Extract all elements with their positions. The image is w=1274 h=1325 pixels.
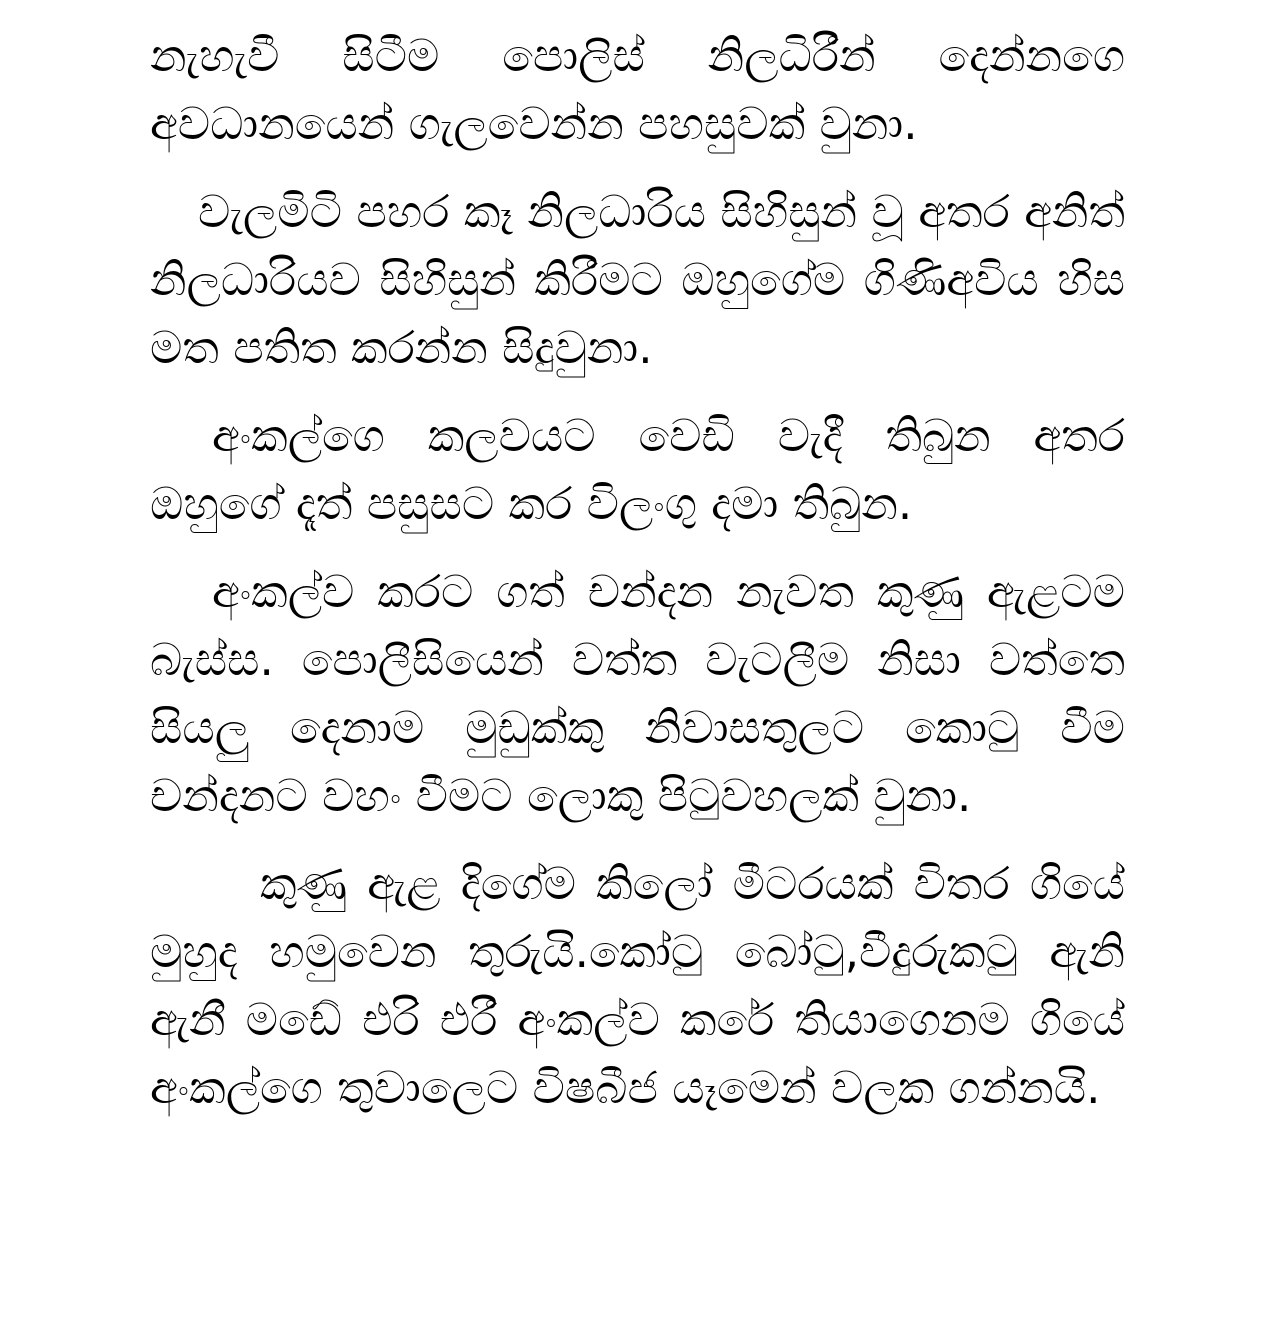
paragraph-4: අංකල්ව කරට ගත් චන්දන නැවත කුණු ඇළටම බැස්ස. පොලීසියෙන් වත්ත වැටලීම නිසා වත්තෙ සියලු දෙනාම මුඩුක්කු නිවාසතුලට කොටු වීම චන්දනට වහං වීමට ලොකු පිටුවහලක් වුනා.: [150, 565, 1125, 822]
document-page: [150, 22, 1125, 1122]
paragraph-5: කුණු ඇළ දිගේම කිලෝ මීටරයක් විතර ගියේ මුහුද හමුවෙන තුරුයි.කෝටු බෝටු,වීදුරුකටු ඇනි ඇනී මඩේ එරි එරී අංකල්ව කරේ තියාගෙනම ගියේ අංකල්ගෙ තුවාලෙට විෂබීජ යෑමෙන් වලක ගන්නයි.: [150, 857, 1125, 1114]
paragraph-3: අංකල්ගෙ කලවයට වෙඩි වැදී තිබුන අතර ඔහුගේ දෑත් පසුසට කර විලංගු දමා තිබුන.: [150, 409, 1125, 530]
paragraph-2: වැලමිටි පහර කෑ නිලධාරිය සිහිසුන් වූ අතර අනිත් නිලධාරියව සිහිසුන් කිරීමට ඔහුගේම ගිණිඅවිය හිස මත පතිත කරන්න සිදුවුනා.: [150, 185, 1125, 374]
paragraph-1: නැහැවී සිටීම පොලිස් නිලධිරීන් දෙන්නගෙ අවධානයෙන් ගැලවෙන්න පහසුවක් වුනා.: [150, 29, 1125, 150]
